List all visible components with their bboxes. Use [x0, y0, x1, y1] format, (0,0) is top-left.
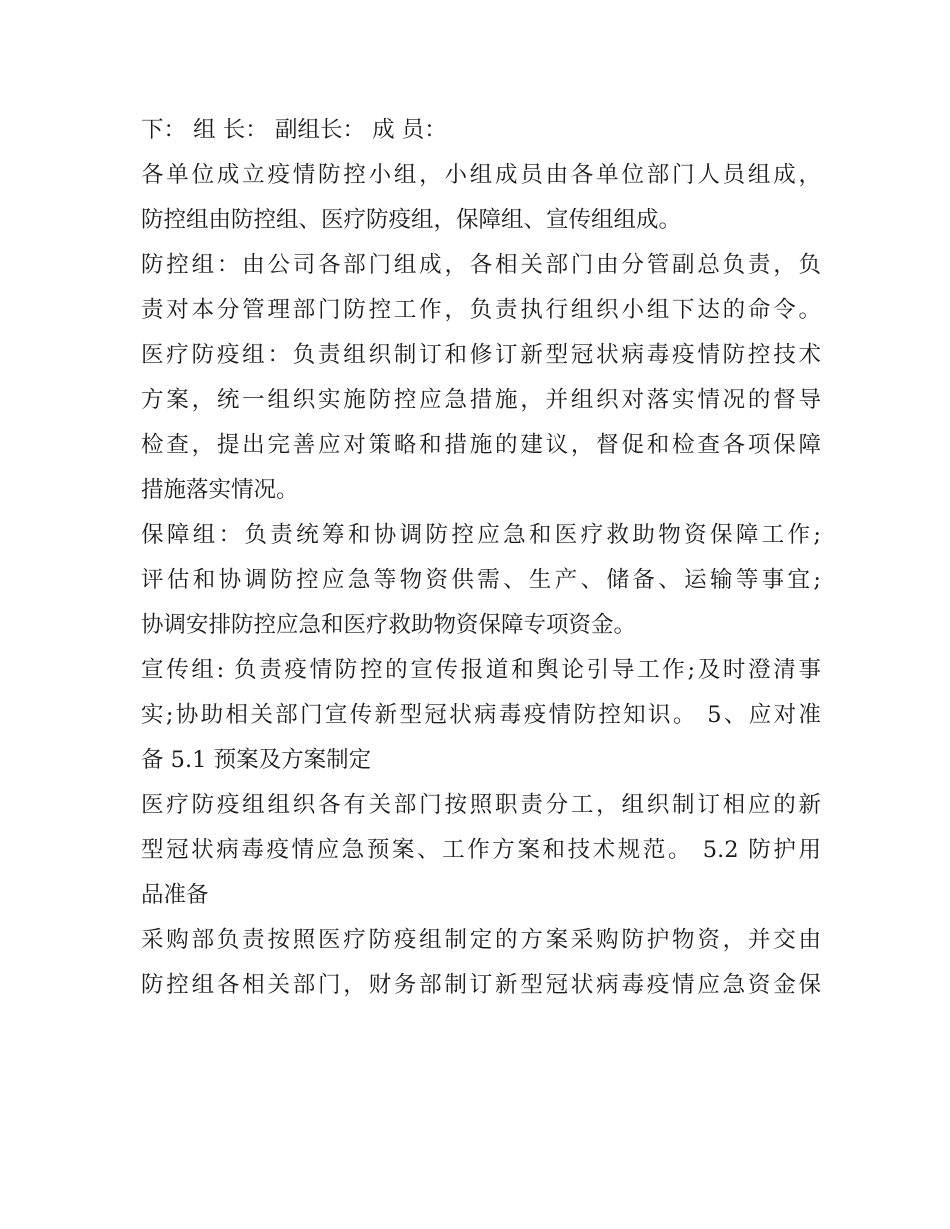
- text-line-16: 医疗防疫组组织各有关部门按照职责分工，组织制订相应的新: [141, 792, 821, 818]
- text-line-11: 评估和协调防控应急等物资供需、生产、储备、运输等事宜;: [141, 567, 821, 593]
- text-line-15: 备 5.1 预案及方案制定: [141, 747, 372, 773]
- document-body: [141, 108, 821, 1008]
- text-line-1: 下： 组 长： 副组长： 成 员：: [141, 117, 447, 143]
- text-line-3: 防控组由防控组、医疗防疫组，保障组、宣传组组成。: [141, 207, 682, 233]
- text-line-17: 型冠状病毒疫情应急预案、工作方案和技术规范。 5.2 防护用: [141, 837, 821, 863]
- text-line-2: 各单位成立疫情防控小组，小组成员由各单位部门人员组成，: [141, 162, 821, 188]
- text-line-13: 宣传组: 负责疫情防控的宣传报道和舆论引导工作;及时澄清事: [141, 657, 821, 683]
- text-line-19: 采购部负责按照医疗防疫组制定的方案采购防护物资，并交由: [141, 927, 821, 953]
- text-line-14: 实;协助相关部门宣传新型冠状病毒疫情防控知识。 5、应对准: [141, 702, 821, 728]
- text-line-5: 责对本分管理部门防控工作，负责执行组织小组下达的命令。: [141, 297, 821, 323]
- text-line-4: 防控组：由公司各部门组成，各相关部门由分管副总负责，负: [141, 252, 821, 278]
- text-line-7: 方案，统一组织实施防控应急措施，并组织对落实情况的督导: [141, 387, 821, 413]
- text-line-6: 医疗防疫组：负责组织制订和修订新型冠状病毒疫情防控技术: [141, 342, 821, 368]
- text-line-9: 措施落实情况。: [141, 477, 299, 503]
- text-line-18: 品准备: [141, 882, 209, 908]
- text-line-10: 保障组：负责统筹和协调防控应急和医疗救助物资保障工作;: [141, 522, 821, 548]
- text-line-20: 防控组各相关部门，财务部制订新型冠状病毒疫情应急资金保: [141, 972, 821, 998]
- text-line-8: 检查，提出完善应对策略和措施的建议，督促和检查各项保障: [141, 432, 821, 458]
- text-line-12: 协调安排防控应急和医疗救助物资保障专项资金。: [141, 612, 637, 638]
